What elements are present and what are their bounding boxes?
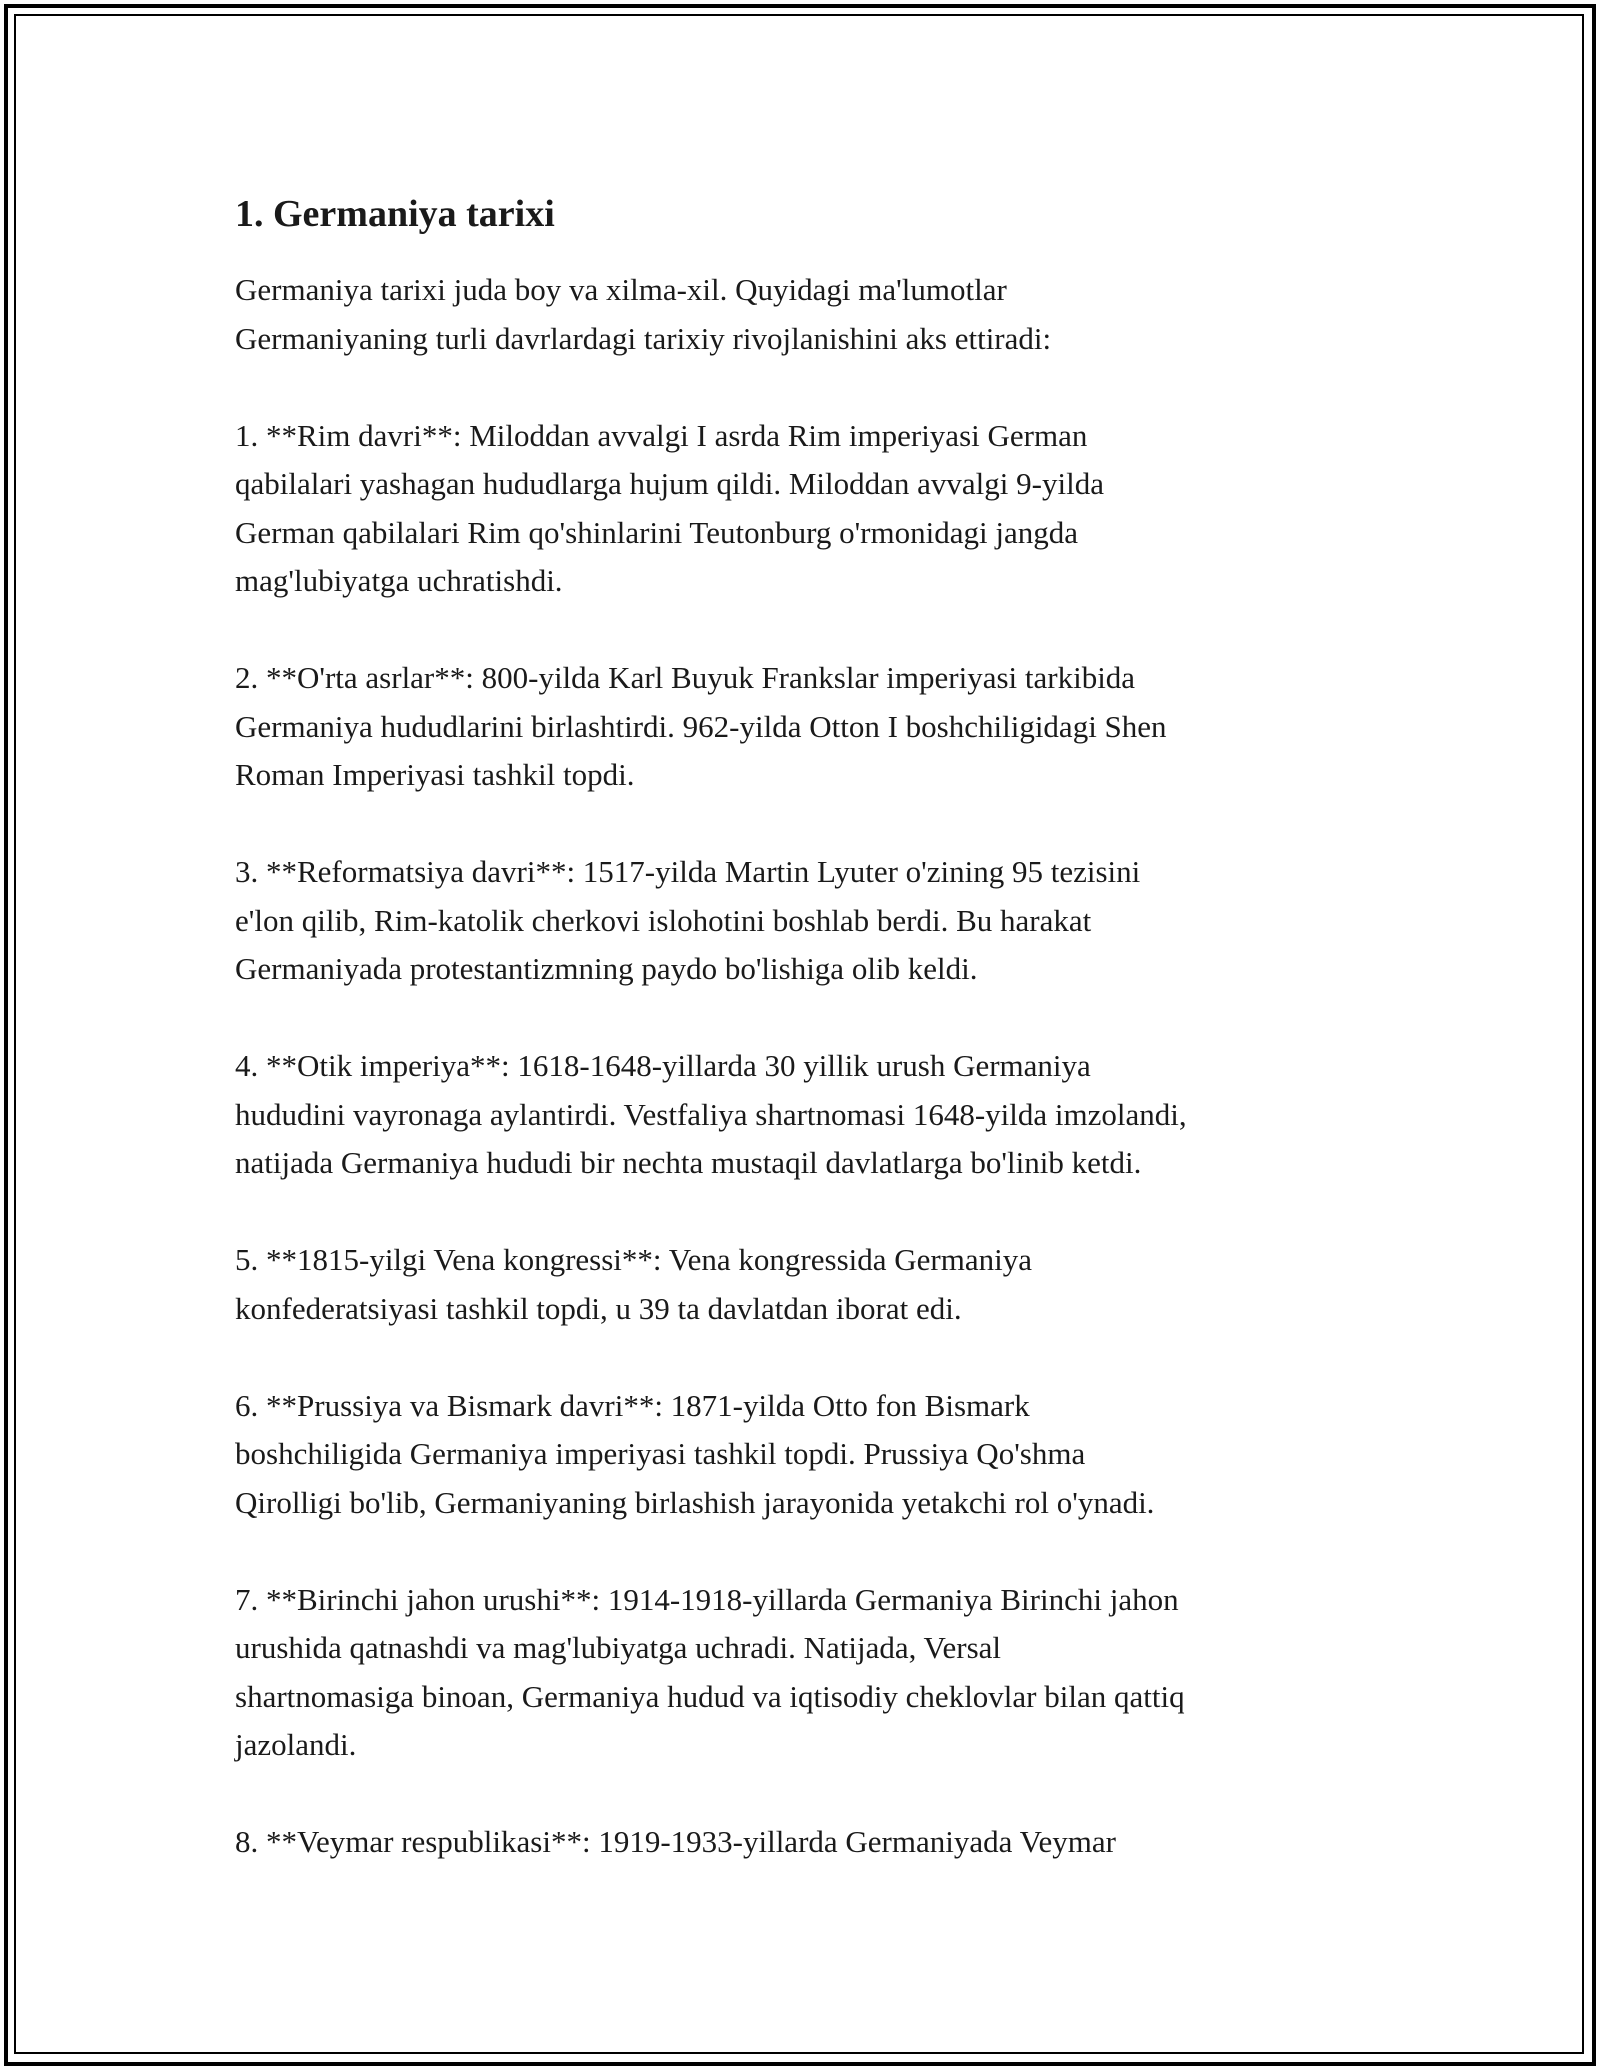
list-item-otik-imperiya: 4. **Otik imperiya**: 1618-1648-yillarda 30 yillik urush Germaniya hududini vayronaga aylantirdi. Vestfaliya shartnomasi 1648-yilda imzolandi, natijada Germaniya hududi bir nechta mustaqil davlatlarga bo'linib ketdi. [235,1048,1187,1180]
document-body [235,188,1375,1915]
list-item-reformatsiya: 3. **Reformatsiya davri**: 1517-yilda Martin Lyuter o'zining 95 tezisini e'lon qilib, Rim-katolik cherkovi islohotini boshlab berdi. Bu harakat Germaniyada protestantizmning paydo bo'lishiga olib keldi. [235,854,1141,986]
intro-paragraph: Germaniya tarixi juda boy va xilma-xil. Quyidagi ma'lumotlar Germaniyaning turli davrlardagi tarixiy rivojlanishini aks ettiradi: [235,272,1052,356]
page-title: 1. Germaniya tarixi [235,193,555,235]
list-item-rim-davri: 1. **Rim davri**: Miloddan avvalgi I asrda Rim imperiyasi German qabilalari yashagan hududlarga hujum qildi. Miloddan avvalgi 9-yilda German qabilalari Rim qo'shinlarini Teutonburg o'rmonidagi jangda mag'lubiyatga uchratishdi. [235,417,1104,598]
list-item-vena-kongressi: 5. **1815-yilgi Vena kongressi**: Vena kongressida Germaniya konfederatsiyasi tashkil topdi, u 39 ta davlatdan iborat edi. [235,1242,1032,1326]
list-item-orta-asrlar: 2. **O'rta asrlar**: 800-yilda Karl Buyuk Frankslar imperiyasi tarkibida Germaniya hududlarini birlashtirdi. 962-yilda Otton I boshchiligidagi Shen Roman Imperiyasi tashkil topdi. [235,660,1167,792]
list-item-birinchi-jahon-urushi: 7. **Birinchi jahon urushi**: 1914-1918-yillarda Germaniya Birinchi jahon urushida qatnashdi va mag'lubiyatga uchradi. Natijada, Versal shartnomasiga binoan, Germaniya hudud va iqtisodiy cheklovlar bilan qattiq jazolandi. [235,1581,1185,1762]
list-item-prussiya-bismark: 6. **Prussiya va Bismark davri**: 1871-yilda Otto fon Bismark boshchiligida Germaniya imperiyasi tashkil topdi. Prussiya Qo'shma Qirolligi bo'lib, Germaniyaning birlashish jarayonida yetakchi rol o'ynadi. [235,1387,1155,1520]
list-item-veymar-respublikasi: 8. **Veymar respublikasi**: 1919-1933-yillarda Germaniyada Veymar [235,1824,1116,1859]
